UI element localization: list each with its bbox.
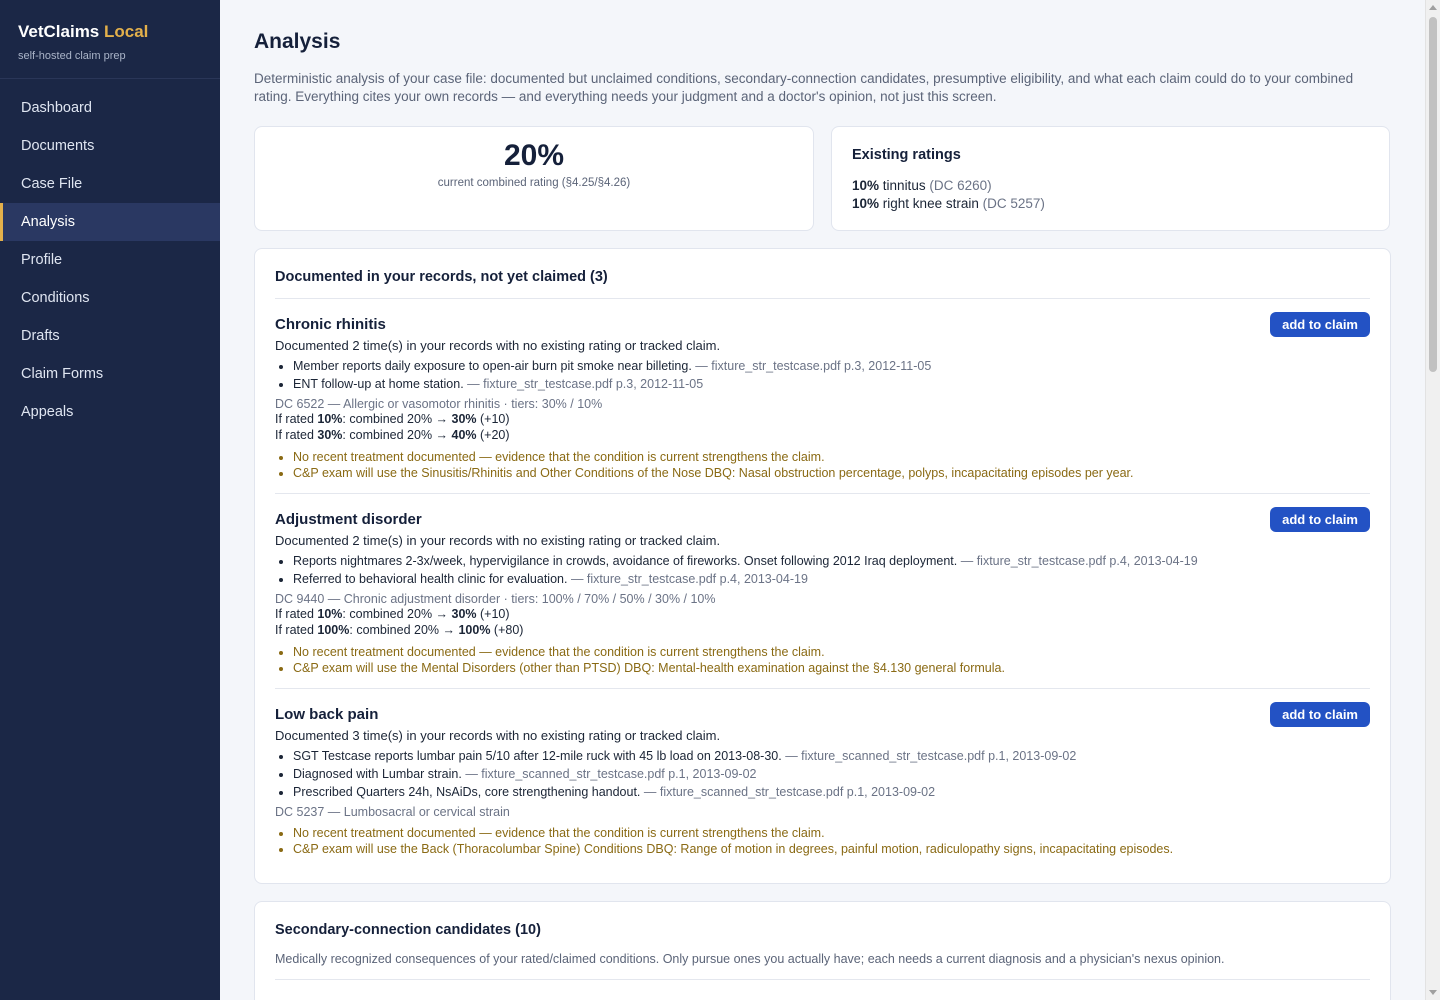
- sidebar-item-label: Case File: [21, 176, 83, 192]
- projection-delta: (+80): [490, 623, 524, 637]
- combined-rating-card: [254, 126, 814, 231]
- projection-prefix: If rated: [275, 428, 318, 442]
- unclaimed-section: [254, 248, 1391, 884]
- evidence-text: Reports nightmares 2-3x/week, hypervigilance in crowds, avoidance of fireworks. Onset following 2012 Iraq deployment.: [293, 554, 958, 568]
- brand-title[interactable]: [18, 22, 202, 42]
- sidebar-item-appeals[interactable]: [0, 393, 220, 431]
- scrollbar-thumb[interactable]: [1429, 17, 1437, 372]
- evidence-citation: — fixture_scanned_str_testcase.pdf p.1, 2013-09-02: [643, 785, 936, 799]
- brand-subtitle: self-hosted claim prep: [18, 50, 126, 62]
- diagnostic-code-line: DC 6522 — Allergic or vasomotor rhinitis · tiers: 30% / 10%: [275, 397, 603, 411]
- condition-name: Adjustment disorder: [275, 510, 422, 528]
- existing-ratings-card: [831, 126, 1390, 231]
- add-to-claim-button[interactable]: add to claim: [1270, 312, 1370, 337]
- unclaimed-conditions-list: [275, 299, 1370, 869]
- rating-projection-line: [275, 427, 1370, 443]
- projection-rate: 30%: [317, 428, 343, 442]
- sidebar-item-label: Appeals: [21, 404, 74, 420]
- existing-rating-percent: 10%: [852, 196, 880, 211]
- evidence-list: [275, 357, 1370, 393]
- projection-delta: (+20): [476, 428, 510, 442]
- page-intro: Deterministic analysis of your case file: documented but unclaimed conditions, secondary-connection candidates, presumptive eligibility, and what each claim could do to your combined rating. Everything cites your own records — and everything needs your judgment and a doctor's opinion, not just this screen.: [254, 71, 1354, 104]
- brand-name: VetClaims: [18, 22, 100, 41]
- warnings-list: [275, 644, 1370, 676]
- secondary-section-title: Secondary-connection candidates (10): [275, 922, 541, 938]
- evidence-text: ENT follow-up at home station.: [293, 377, 464, 391]
- sidebar-item-label: Dashboard: [21, 100, 92, 116]
- diagnostic-code-line: DC 5237 — Lumbosacral or cervical strain: [275, 805, 510, 819]
- projection-middle: : combined 20% →: [342, 607, 452, 621]
- scroll-down-arrow-icon[interactable]: [1429, 990, 1437, 995]
- sidebar-item-label: Documents: [21, 138, 95, 154]
- secondary-section-description: Medically recognized consequences of your rated/claimed conditions. Only pursue ones you actually have; each needs a current diagnosis and a physician's nexus opinion.: [275, 952, 1370, 980]
- sidebar-item-drafts[interactable]: [0, 317, 220, 355]
- evidence-citation: — fixture_str_testcase.pdf p.3, 2012-11-05: [467, 377, 704, 391]
- condition-item: [275, 689, 1370, 869]
- evidence-text: SGT Testcase reports lumbar pain 5/10 after 12-mile ruck with 45 lb load on 2013-08-30.: [293, 749, 782, 763]
- page-title: Analysis: [254, 30, 341, 53]
- sidebar-item-label: Analysis: [21, 214, 75, 230]
- main-content: [220, 0, 1425, 1000]
- warning-item: • C&P exam will use the Back (Thoracolumbar Spine) Conditions DBQ: Range of motion in degrees, painful motion, radiculopathy signs, incapacitating episodes.: [293, 841, 1370, 857]
- existing-ratings-list: [852, 177, 1369, 213]
- unclaimed-section-title: Documented in your records, not yet claimed (3): [275, 269, 1370, 299]
- warnings-list: [275, 449, 1370, 481]
- evidence-item: [293, 783, 1370, 801]
- condition-summary: Documented 3 time(s) in your records with no existing rating or tracked claim.: [275, 728, 721, 743]
- diagnostic-code-line: DC 9440 — Chronic adjustment disorder · tiers: 100% / 70% / 50% / 30% / 10%: [275, 592, 716, 606]
- projection-middle: : combined 20% →: [342, 428, 452, 442]
- brand: [0, 0, 220, 79]
- combined-rating-label: current combined rating (§4.25/§4.26): [437, 177, 631, 189]
- evidence-item: [293, 552, 1370, 570]
- combined-rating-value: 20%: [503, 139, 565, 172]
- evidence-list: [275, 552, 1370, 588]
- page-scrollbar[interactable]: [1425, 0, 1440, 1000]
- existing-rating-percent: 10%: [852, 178, 880, 193]
- evidence-item: [293, 570, 1370, 588]
- warning-item: • No recent treatment documented — evidence that the condition is current strengthens the claim.: [293, 449, 1370, 465]
- projection-result: 100%: [458, 623, 491, 637]
- add-to-claim-button[interactable]: add to claim: [1270, 507, 1370, 532]
- sidebar: [0, 0, 220, 1000]
- evidence-text: Prescribed Quarters 24h, NsAiDs, core strengthening handout.: [293, 785, 641, 799]
- evidence-citation: — fixture_str_testcase.pdf p.4, 2013-04-19: [960, 554, 1198, 568]
- condition-header: [275, 508, 1370, 530]
- sidebar-item-claim-forms[interactable]: [0, 355, 220, 393]
- sidebar-item-case-file[interactable]: [0, 165, 220, 203]
- existing-rating-name: tinnitus: [882, 178, 926, 193]
- sidebar-item-conditions[interactable]: [0, 279, 220, 317]
- warning-item: • C&P exam will use the Sinusitis/Rhinitis and Other Conditions of the Nose DBQ: Nasal obstruction percentage, polyps, incapacitating episodes per year.: [293, 465, 1370, 481]
- warning-item: • No recent treatment documented — evidence that the condition is current strengthens the claim.: [293, 644, 1370, 660]
- sidebar-item-analysis[interactable]: [0, 203, 220, 241]
- existing-rating-dc: (DC 6260): [929, 178, 992, 193]
- add-to-claim-button[interactable]: add to claim: [1270, 702, 1370, 727]
- condition-header: [275, 703, 1370, 725]
- sidebar-item-dashboard[interactable]: [0, 89, 220, 127]
- projection-rate: 10%: [317, 607, 343, 621]
- rating-projection-line: [275, 411, 1370, 427]
- evidence-text: Member reports daily exposure to open-air burn pit smoke near billeting.: [293, 359, 692, 373]
- projection-delta: (+10): [476, 412, 510, 426]
- existing-rating-row: [852, 195, 1369, 213]
- warnings-list: [275, 825, 1370, 857]
- projection-rate: 100%: [317, 623, 350, 637]
- sidebar-item-label: Claim Forms: [21, 366, 104, 382]
- condition-name: Chronic rhinitis: [275, 315, 386, 333]
- sidebar-nav: [0, 89, 220, 431]
- scroll-up-arrow-icon[interactable]: [1429, 5, 1437, 10]
- secondary-section: [254, 901, 1391, 1000]
- rating-projection-line: [275, 622, 1370, 638]
- warning-item: • C&P exam will use the Mental Disorders (other than PTSD) DBQ: Mental-health examination against the §4.130 general formula.: [293, 660, 1370, 676]
- existing-rating-row: [852, 177, 1369, 195]
- condition-item: [275, 494, 1370, 689]
- projection-prefix: If rated: [275, 412, 318, 426]
- evidence-citation: — fixture_scanned_str_testcase.pdf p.1, 2013-09-02: [465, 767, 757, 781]
- projection-result: 40%: [451, 428, 477, 442]
- evidence-citation: — fixture_str_testcase.pdf p.3, 2012-11-05: [695, 359, 932, 373]
- evidence-item: [293, 747, 1370, 765]
- sidebar-item-documents[interactable]: [0, 127, 220, 165]
- existing-ratings-title: Existing ratings: [852, 147, 961, 163]
- evidence-item: [293, 375, 1370, 393]
- evidence-citation: — fixture_str_testcase.pdf p.4, 2013-04-19: [570, 572, 808, 586]
- existing-rating-name: right knee strain: [882, 196, 979, 211]
- evidence-citation: — fixture_scanned_str_testcase.pdf p.1, 2013-09-02: [785, 749, 1077, 763]
- warning-item: • No recent treatment documented — evidence that the condition is current strengthens the claim.: [293, 825, 1370, 841]
- rating-projection-line: [275, 606, 1370, 622]
- condition-summary: Documented 2 time(s) in your records with no existing rating or tracked claim.: [275, 338, 721, 353]
- sidebar-item-label: Conditions: [21, 290, 90, 306]
- sidebar-item-label: Drafts: [21, 328, 60, 344]
- projection-middle: : combined 20% →: [349, 623, 459, 637]
- brand-accent: Local: [104, 22, 149, 41]
- condition-item: [275, 299, 1370, 494]
- evidence-list: [275, 747, 1370, 801]
- evidence-text: Diagnosed with Lumbar strain.: [293, 767, 462, 781]
- sidebar-item-profile[interactable]: [0, 241, 220, 279]
- condition-header: [275, 313, 1370, 335]
- evidence-item: [293, 357, 1370, 375]
- evidence-text: Referred to behavioral health clinic for evaluation.: [293, 572, 568, 586]
- projection-prefix: If rated: [275, 607, 318, 621]
- condition-summary: Documented 2 time(s) in your records with no existing rating or tracked claim.: [275, 533, 721, 548]
- evidence-item: [293, 765, 1370, 783]
- projection-delta: (+10): [476, 607, 510, 621]
- sidebar-item-label: Profile: [21, 252, 63, 268]
- projection-prefix: If rated: [275, 623, 318, 637]
- projection-middle: : combined 20% →: [342, 412, 452, 426]
- projection-result: 30%: [451, 607, 477, 621]
- projection-result: 30%: [451, 412, 477, 426]
- existing-rating-dc: (DC 5257): [982, 196, 1045, 211]
- projection-rate: 10%: [317, 412, 343, 426]
- condition-name: Low back pain: [275, 705, 379, 723]
